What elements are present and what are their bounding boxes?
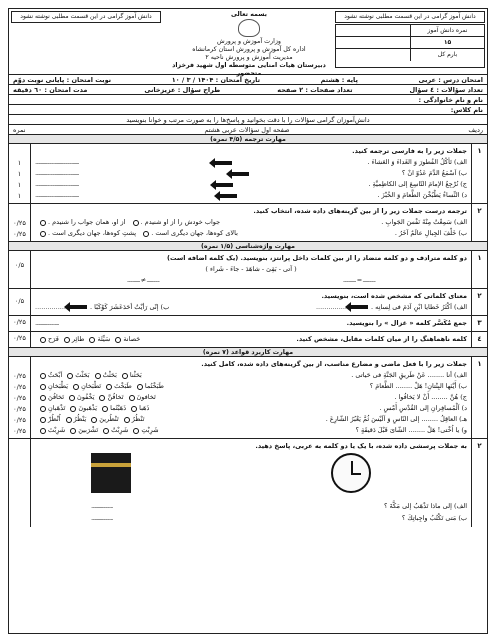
q7-option: يَخْفُونَ: [77, 393, 95, 401]
radio-icon[interactable]: [40, 337, 46, 343]
note-left: دانش آموز گرامی در این قسمت مطلبی نوشته نشود: [11, 11, 161, 23]
q7-row: [35, 392, 467, 403]
question-title: کلمه ناهماهنگ را از میان کلمات مقابل، مشخص کنید.: [296, 335, 467, 343]
arrow-icon: [219, 194, 237, 198]
kaaba-icon: [91, 453, 131, 493]
section-vocabulary: مهارت واژه‌شناسی (۱/۵ نمره): [9, 242, 487, 251]
col-title: صفحه اول سؤالات عربی هشتم: [204, 125, 290, 134]
question-title: دو کلمه مترادف و دو کلمه متضاد را از بین کلمات داخل پرانتز، بنویسید. (یک کلمه اضافه است): [167, 254, 467, 262]
q4-stem-b: ب) إنّی رَأیْتُ أحَدَعَشَرَ كَوْكَبًا .: [90, 303, 170, 311]
score: ۰/۲۵: [13, 405, 26, 413]
q6-option: سَیِّئَة: [97, 335, 111, 343]
count-label: تعداد سؤالات : ٤ سؤال: [409, 85, 483, 94]
q7-option: تَنْظُرُ: [131, 415, 145, 423]
ministry: وزارت آموزش و پرورش: [217, 38, 281, 45]
question-title: جملات زیر را با فعل ماضی و مضارع مناسب، از بین گزینه‌های داده شده، کامل کنید.: [201, 360, 467, 368]
arrow-icon: [350, 305, 368, 309]
q7-option: اُنْظُرْ: [48, 415, 61, 423]
question-1: [9, 144, 487, 204]
radio-icon[interactable]: [40, 231, 46, 237]
q1-line-c: ج) نُرْجِعُ الإمامَ التّاسِعَ إلى الكاظِمیَّةِ .: [368, 180, 467, 188]
q7-option: طَبَخْتُما: [144, 382, 164, 390]
q7-rows: [35, 370, 467, 436]
office: اداره کل آموزش و پرورش استان کرمانشاه: [192, 46, 306, 53]
clock-icon: [331, 453, 371, 493]
score: ۱: [17, 181, 22, 189]
q7-option: بَحَثْتَ: [75, 371, 90, 379]
arrow-icon: [69, 305, 87, 309]
name-label: نام و نام خانوادگی :: [418, 95, 483, 104]
q8-stem-b: ب) مَتى تَكْتُبُ واجِباتِكَ ؟: [401, 514, 467, 522]
radio-icon[interactable]: [40, 428, 46, 434]
q7-option: تَشْرَبینَ: [78, 426, 99, 434]
question-number: ۱: [471, 251, 487, 288]
q7-option: تَخافونَ: [136, 393, 156, 401]
q7-option: ذَهَبا: [139, 404, 150, 412]
info-row-4: [9, 105, 487, 115]
question-number: ۱: [471, 357, 487, 438]
score: ۰/۲۵: [13, 394, 26, 402]
note-right: دانش آموز گرامی در این قسمت مطلبی نوشته نشود: [335, 11, 485, 23]
question-5: [9, 316, 487, 332]
word-list: ( آتى - بَقِیَ - شاهَدَ - جاءَ - شَراء ): [205, 265, 297, 273]
radio-icon[interactable]: [73, 384, 79, 390]
q7-stem: و) یا اُخْتی! هَلْ ........ الشّایَ قَبْلَ دَقیقَةٍ ؟: [355, 426, 467, 434]
question-3: [9, 251, 487, 289]
question-6: [9, 332, 487, 348]
q2-b-option-2: پشتِ کوه‌ها، جهان دیگری است .: [48, 229, 137, 237]
q1-line-d: د) النِّساءُ يَطْبُخْنَ الطَّعامَ وَ الخُبْزَ .: [377, 191, 467, 199]
question-2: [9, 204, 487, 242]
radio-icon[interactable]: [91, 417, 97, 423]
radio-icon[interactable]: [133, 428, 139, 434]
q1-line-b: ب) اَسْمَعُ الدَّمَ عَدُوّ انْ ؟: [401, 169, 467, 177]
radio-icon[interactable]: [124, 417, 130, 423]
q7-option: تَنْظُرینَ: [99, 415, 119, 423]
radio-icon[interactable]: [67, 373, 73, 379]
q7-option: طَبَخْتَ: [114, 382, 132, 390]
question-number: ٤: [471, 332, 487, 347]
q7-row: [35, 425, 467, 436]
q7-option: اَبْحَثُ: [48, 371, 63, 379]
question-number: ۲: [471, 204, 487, 241]
question-title: جمع مُكَسَّر کلمه « غزال » را بنویسید.: [346, 319, 467, 327]
total-label: بارم کل: [410, 49, 484, 61]
score: ۰/۲۵: [13, 334, 26, 342]
radio-icon[interactable]: [40, 395, 46, 401]
radio-icon[interactable]: [103, 428, 109, 434]
q7-stem: ب) أَيْنَها البِنْتانِ! هَلْ ........ الطَّعامَ ؟: [369, 382, 467, 390]
q7-option: تَخافُنَّ: [107, 393, 124, 401]
section-translation: مهارت ترجمه (۴/۵ نمره): [9, 135, 487, 144]
answer-blank[interactable]: .........................................: [35, 158, 79, 166]
answer-blank[interactable]: ....................: [91, 502, 113, 510]
grade-box: [335, 24, 485, 68]
header-center: [169, 11, 329, 78]
session-label: نوبت امتحان : پایانی نوبت دوّم: [13, 75, 112, 84]
q7-option: يَطْبَخانِ: [48, 382, 69, 390]
info-row-2: [9, 85, 487, 95]
radio-icon[interactable]: [69, 395, 75, 401]
radio-icon[interactable]: [64, 337, 70, 343]
radio-icon[interactable]: [131, 406, 137, 412]
score: ۰/۲۵: [13, 219, 26, 227]
question-title: جملات زیر را به فارسی ترجمه کنید.: [352, 147, 467, 155]
grade-label: نمره دانش آموز: [410, 25, 484, 36]
q2-stem-b: ب) خَلْفَ الجِبالِ عالَمٌ آخَرُ .: [394, 229, 467, 237]
answer-blank[interactable]: .........................................: [35, 180, 79, 188]
score: ۰/۵: [14, 261, 25, 269]
q7-option: ذَهَبْتُما: [110, 404, 127, 412]
info-row-3: [9, 95, 487, 105]
radio-icon[interactable]: [40, 220, 46, 226]
answer-blank[interactable]: ...............: [315, 303, 347, 311]
exam-sheet: [8, 8, 488, 634]
antonym-blank[interactable]: ............ ≠ ............: [126, 276, 160, 284]
answer-blank[interactable]: ...............: [35, 303, 66, 311]
question-title: ترجمه درست جملات زیر را از بین گزینه‌های داده شده، انتخاب کنید.: [253, 207, 467, 215]
synonym-blank[interactable]: ............ = ............: [342, 276, 376, 284]
radio-icon[interactable]: [133, 220, 139, 226]
q2-a-option-2: از او، همان جواب را شنیدم .: [48, 218, 126, 226]
school: دبیرستان هیات امنایی متوسطه اول شهید فرخزاد متحضور: [172, 62, 326, 77]
q7-scores: [9, 357, 31, 438]
duration-label: مدت امتحان : ٦٠ دقیقه: [13, 85, 88, 94]
arrow-icon: [215, 183, 233, 187]
school-logo-icon: [238, 19, 260, 37]
score: ۱: [17, 170, 22, 178]
pages-label: تعداد صفحات : ۲ صفحه: [277, 85, 353, 94]
instruction: دانش‌آموزان گرامی سؤالات را با دقت بخوانید و پاسخ‌ها را به صورت مرتب و خوانا بنویسید: [9, 115, 487, 125]
radio-icon[interactable]: [115, 337, 121, 343]
section-grammar: مهارت کاربرد قواعد (۷ نمره): [9, 348, 487, 357]
exam-header: [9, 9, 487, 75]
answer-blank[interactable]: ......................: [35, 319, 59, 327]
radio-icon[interactable]: [106, 384, 112, 390]
score: ۰/۵: [14, 297, 25, 305]
question-8: [9, 439, 487, 527]
q4-stem-a: الف) اَكْثَرُ خَطایا ابْنِ آدَمَ فی لِسانِه .: [370, 303, 467, 311]
q7-stem: هـ) العاقِلُ ........ إلى النّاسِ وَ اَلَیْسَ ثُمَّ یَعْبُرُ الشّارِعَ .: [325, 415, 467, 423]
col-score: نمره: [13, 125, 26, 134]
radio-icon[interactable]: [70, 406, 76, 412]
question-number: ۳: [471, 316, 487, 331]
radio-icon[interactable]: [40, 384, 46, 390]
district: مدیریت آموزش و پرورش ناحیه ۲: [205, 54, 293, 61]
q7-stem: د) اَلْمُسافِرانِ إلى القُدْسِ أَمْسِ .: [379, 404, 467, 412]
q6-option: طائِر: [71, 335, 85, 343]
radio-icon[interactable]: [122, 373, 128, 379]
arrow-icon: [214, 161, 232, 165]
score: ۰/۲۵: [13, 372, 26, 380]
q1-line-a: الف) تَأكُلُ الفُطورَ وَ الغَداءَ وَ العَشاءَ .: [367, 158, 467, 166]
score: ۱: [17, 159, 22, 167]
score: ۱: [17, 192, 22, 200]
col-row: ردیف: [468, 125, 483, 134]
q7-option: شَرِبْتُ: [111, 426, 129, 434]
q6-option: فَرَح: [48, 335, 59, 343]
score: ۰/۲۵: [13, 416, 26, 424]
radio-icon[interactable]: [40, 373, 46, 379]
radio-icon[interactable]: [129, 395, 135, 401]
score: ۰/۲۵: [13, 318, 26, 326]
radio-icon[interactable]: [137, 384, 143, 390]
arrow-icon: [231, 172, 249, 176]
date-label: تاریخ امتحان : ۱۴۰۴ / ۳ / ۱۰: [171, 75, 261, 84]
radio-icon[interactable]: [66, 417, 72, 423]
q8-stem-a: الف) إلى ماذا تَذْهَبُ إلى مَكَّةَ ؟: [383, 502, 467, 510]
radio-icon[interactable]: [89, 337, 95, 343]
score: ۰/۲۵: [13, 230, 26, 238]
q2-a-option-1: جواب خودش را از او شنیدم .: [140, 218, 221, 226]
q7-option: يَنْظُرُ: [73, 415, 87, 423]
q7-option: بَحَثْتُ: [102, 371, 117, 379]
radio-icon[interactable]: [40, 406, 46, 412]
base-label: پایه : هشتم: [320, 75, 358, 84]
q6-option: حَصانة: [123, 335, 141, 343]
question-number: ۲: [471, 439, 487, 527]
radio-icon[interactable]: [40, 417, 46, 423]
q7-row: [35, 370, 467, 381]
bismillah: بسمه تعالی: [230, 11, 268, 18]
exam-label: امتحان درس : عربی: [418, 75, 483, 84]
answer-blank[interactable]: .........................................: [35, 169, 79, 177]
q7-option: شَرِبْتِ: [141, 426, 159, 434]
q7-option: تَخافُنَ: [48, 393, 65, 401]
q2-stem-a: الف) سَمِعْتُ مِنْهُ نَفْسَ الجَوابِ .: [381, 218, 467, 226]
q7-row: [35, 414, 467, 425]
score: ۰/۲۵: [13, 427, 26, 435]
q7-option: يَذْهَبونَ: [78, 404, 98, 412]
score: ۰/۲۵: [13, 383, 26, 391]
class-label: نام کلاس:: [450, 105, 483, 114]
radio-icon[interactable]: [99, 395, 105, 401]
q7-row: [35, 381, 467, 392]
q7-option: تَذْهَبانِ: [48, 404, 66, 412]
designer-label: طراح سؤال : عزیزخانی: [144, 85, 221, 94]
question-title: به جملات پرسشی داده شده، با یک یا دو کلمه به عربی، پاسخ دهید.: [255, 442, 467, 450]
grade-value: ۱۵: [410, 37, 484, 48]
q7-option: شَرِبْتَ: [48, 426, 66, 434]
q7-option: تَطْبَخانِ: [81, 382, 102, 390]
column-header: [9, 125, 487, 135]
question-number: ۱: [471, 144, 487, 203]
q7-option: بَحَثْنا: [129, 371, 142, 379]
q2-b-option-1: بالای کوه‌ها، جهان دیگری است .: [151, 229, 238, 237]
answer-blank[interactable]: ....................: [91, 514, 113, 522]
radio-icon[interactable]: [102, 406, 108, 412]
question-4: [9, 289, 487, 316]
radio-icon[interactable]: [95, 373, 101, 379]
q7-row: [35, 403, 467, 414]
answer-blank[interactable]: .........................................: [35, 191, 79, 199]
question-number: ۲: [471, 289, 487, 315]
question-title: معنای کلماتی که مشخص شده است، بنویسید.: [321, 292, 467, 300]
radio-icon[interactable]: [70, 428, 76, 434]
q7-stem: ج) هُنَّ ........ أَنْ لا یَخافُوا .: [394, 393, 467, 401]
question-7: [9, 357, 487, 439]
q7-stem: الف) أنا ........ عَنْ طَریقِ الجَنَّةِ فی حَیاتی .: [351, 371, 467, 379]
radio-icon[interactable]: [143, 231, 149, 237]
